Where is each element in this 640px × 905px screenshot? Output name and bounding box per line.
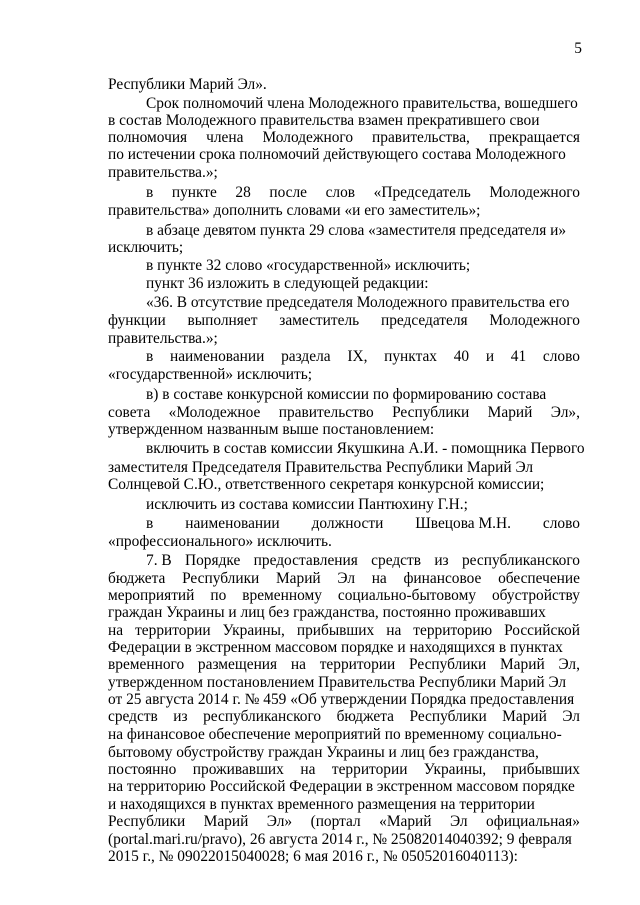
word: финансовое (403, 570, 482, 587)
page-number: 5 (574, 40, 582, 57)
text-line (146, 183, 580, 203)
word: наименовании (169, 348, 265, 365)
text-line: исключить; (108, 239, 184, 256)
word: на (300, 761, 316, 778)
word: на (108, 622, 124, 639)
word: постоянно (108, 761, 177, 778)
word: Марий (275, 570, 321, 587)
word: Российской (504, 622, 580, 639)
text-line: в абзаце девятом пункта 29 слова «заместителя председателя и» (146, 222, 567, 239)
text-line: и находящихся в пунктах временного размещения на территории (108, 796, 535, 813)
text-line: от 25 августа 2014 г. № 459 «Об утверждении Порядка предоставления (108, 691, 575, 708)
word: Швецова М.Н. (415, 515, 511, 532)
word: слово (542, 348, 580, 365)
text-line: утвержденном названным выше постановлением: (108, 421, 435, 438)
word: на (386, 622, 402, 639)
word: Марий (502, 708, 547, 725)
word: Эл, (558, 656, 580, 673)
word: 28 (235, 184, 251, 201)
word: выполняет (187, 312, 258, 329)
text-line (108, 707, 580, 727)
word: правительства, (372, 129, 470, 146)
text-line: правительства» дополнить словами «и его заместитель»; (108, 202, 481, 219)
text-line: на финансовое обеспечение мероприятий по временному социально- (108, 726, 562, 743)
word: средств (108, 708, 158, 725)
word: социально-бытовому (337, 587, 477, 604)
text-line: включить в состав комиссии Якушкина А.И. - помощника Первого (146, 440, 585, 457)
word: пунктах (384, 348, 438, 365)
word: по (210, 587, 227, 604)
word: из (434, 552, 449, 569)
text-line: исключить из состава комиссии Пантюхину Г.Н.; (146, 496, 468, 513)
word: 7. В (146, 552, 172, 569)
word: наименовании (185, 515, 280, 532)
word: Республики (108, 813, 186, 830)
text-line (146, 514, 580, 534)
word: Молодежного (262, 129, 354, 146)
word: средств (371, 552, 421, 569)
text-line: «36. В отсутствие председателя Молодежного правительства его (146, 294, 570, 311)
text-line: на территорию Российской Федерации в экстренном массовом порядке (108, 778, 575, 795)
word: территории (319, 656, 396, 673)
word: правительство (278, 404, 374, 421)
word: бюджета (336, 708, 394, 725)
word: Молодежного (489, 312, 580, 329)
word: на (290, 656, 306, 673)
text-line (146, 551, 580, 571)
text-line: утвержденном постановлением Правительства Республики Марий Эл (108, 674, 567, 691)
word: Молодежного (489, 184, 580, 201)
word: после (269, 184, 308, 201)
text-line: в пункте 32 слово «государственной» исключить; (146, 257, 471, 274)
word: Марий (487, 404, 533, 421)
word: (портал (310, 813, 361, 830)
word: Республики (409, 656, 487, 673)
word: прибывших (296, 622, 375, 639)
word: Марий (203, 813, 249, 830)
text-line: «государственной» исключить; (108, 366, 313, 383)
text-line (108, 311, 580, 331)
text-line: по истечении срока полномочий действующего состава Молодежного (108, 146, 566, 163)
word: 40 (453, 348, 470, 365)
text-line: Солнцевой С.Ю., ответственного секретаря конкурсной комиссии; (108, 476, 545, 493)
word: Украины, (423, 761, 487, 778)
text-line (108, 655, 580, 675)
text-line: (portal.mari.ru/pravo), 26 августа 2014 г., № 25082014040392; 9 февраля (108, 831, 572, 848)
word: на (371, 570, 387, 587)
word: 41 (510, 348, 527, 365)
word: слов (325, 184, 356, 201)
word: мероприятий (108, 587, 195, 604)
word: IX, (347, 348, 368, 365)
word: Республики (392, 404, 470, 421)
word: Порядке (184, 552, 241, 569)
word: из (173, 708, 188, 725)
word: заместитель (279, 312, 360, 329)
text-line: пункт 36 изложить в следующей редакции: (146, 275, 429, 292)
word: размещения (197, 656, 278, 673)
word: временного (108, 656, 185, 673)
text-line: Республики Марий Эл». (108, 76, 267, 93)
text-line: граждан Украины и лиц без гражданства, постоянно проживавших (108, 604, 546, 621)
word: и (485, 348, 495, 365)
text-line (108, 812, 580, 832)
word: Республики (182, 570, 260, 587)
word: слово (542, 515, 580, 532)
word: обеспечение (498, 570, 580, 587)
word: в (146, 515, 154, 532)
word: в (146, 348, 154, 365)
word: предоставления (253, 552, 358, 569)
text-line: правительства.»; (108, 164, 218, 181)
word: обустройству (491, 587, 580, 604)
word: в (146, 184, 154, 201)
text-line: правительства.»; (108, 330, 218, 347)
word: функции (108, 312, 166, 329)
word: Эл», (550, 404, 580, 421)
word: совета (108, 404, 151, 421)
word: «Председатель (373, 184, 471, 201)
word: Республики (409, 708, 487, 725)
text-line: в) в составе конкурсной комиссии по формированию состава (146, 386, 547, 403)
word: Марий (500, 656, 545, 673)
word: Эл (337, 570, 355, 587)
word: пункте (171, 184, 217, 201)
text-line: заместителя Председателя Правительства Республики Марий Эл (108, 459, 534, 476)
word: председателя (380, 312, 468, 329)
word: полномочия (108, 129, 188, 146)
word: «Молодежное (168, 404, 261, 421)
word: Эл» (266, 813, 293, 830)
text-line: бытовому обустройству граждан Украины и лиц без гражданства, (108, 744, 539, 761)
text-line: «профессионального» исключить. (108, 533, 332, 550)
word: территории (331, 761, 408, 778)
text-line (146, 347, 580, 367)
word: территорию (413, 622, 493, 639)
text-line: 2015 г., № 09022015040028; 6 мая 2016 г., № 05052016040113): (108, 848, 518, 865)
word: территории (135, 622, 211, 639)
text-line: Федерации в экстренном массовом порядке и находящихся в пунктах (108, 639, 563, 656)
word: прекращается (488, 129, 580, 146)
word: «Марий (379, 813, 432, 830)
word: Эл (562, 708, 580, 725)
word: бюджета (108, 570, 166, 587)
word: республиканского (203, 708, 322, 725)
word: проживавших (192, 761, 284, 778)
text-line: Срок полномочий члена Молодежного правительства, вошедшего (146, 95, 578, 112)
text-line: в состав Молодежного правительства взамен прекратившего свои (108, 112, 540, 129)
word: должности (311, 515, 384, 532)
word: прибывших (502, 761, 580, 778)
word: члена (206, 129, 244, 146)
word: официальная» (486, 813, 580, 830)
word: раздела (281, 348, 331, 365)
word: Украины, (222, 622, 285, 639)
word: Эл (449, 813, 468, 830)
word: временному (242, 587, 322, 604)
word: республиканского (461, 552, 580, 569)
